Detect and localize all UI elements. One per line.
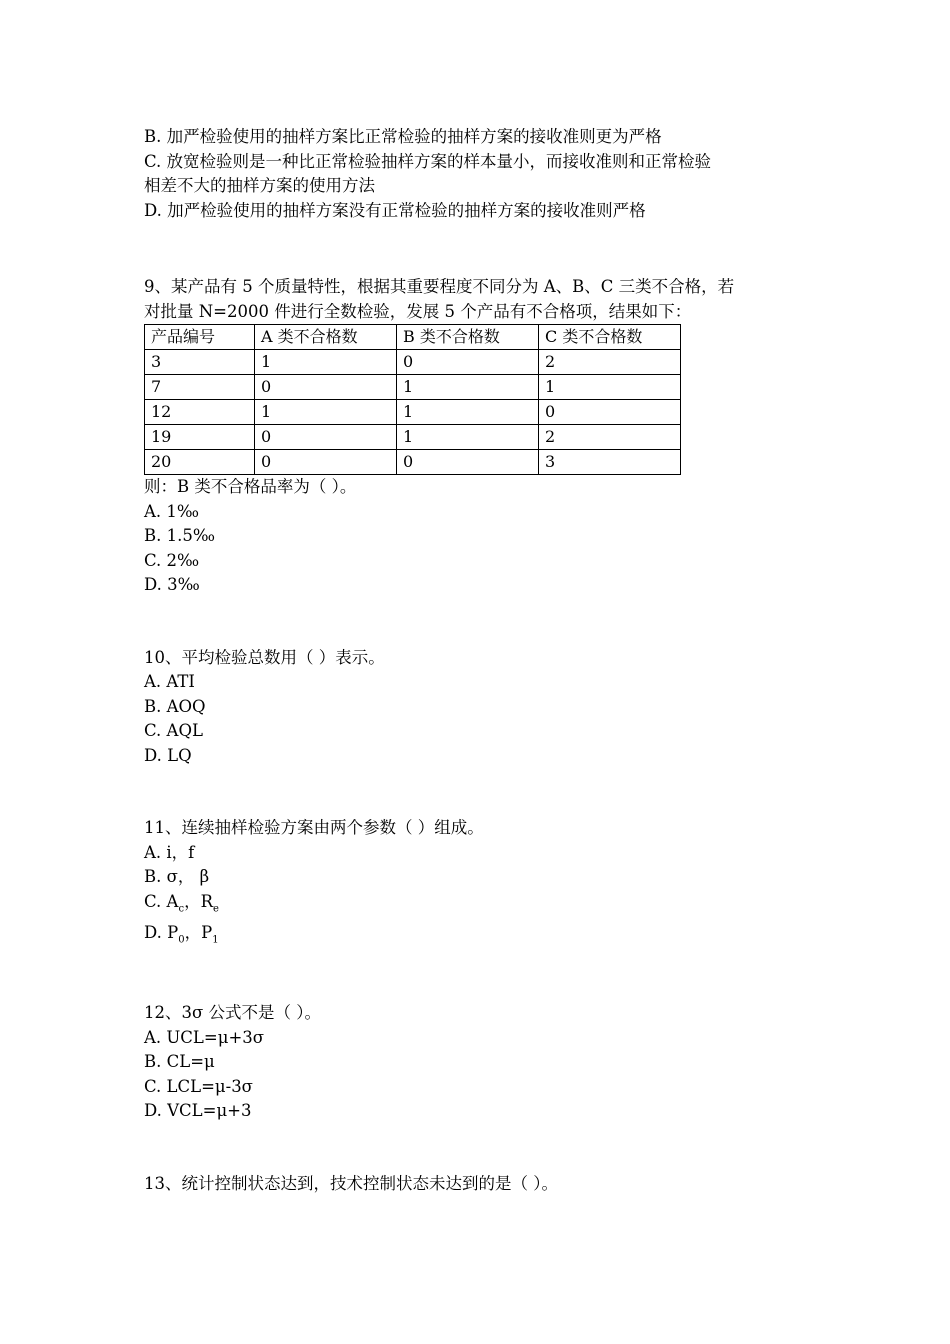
q9-stem-line1: 9、某产品有 5 个质量特性，根据其重要程度不同分为 A、B、C 三类不合格，若 [144,277,735,296]
table-cell: 3 [539,450,681,475]
q9-table [144,324,681,475]
q12 [144,1001,808,1124]
q8-option-c-line1: C. 放宽检验则是一种比正常检验抽样方案的样本量小，而接收准则和正常检验 [144,151,712,171]
q11-stem: 11、连续抽样检验方案由两个参数（ ）组成。 [144,818,484,837]
subscript: e [213,902,219,914]
q11 [144,816,808,953]
q11-option-d-mid: ，P [184,923,213,943]
table-row [145,350,681,375]
spacer [144,953,808,1001]
q12-option-c: C. LCL=μ-3σ [144,1076,253,1096]
q9-option-b: B. 1.5‰ [144,526,215,545]
q10-option-c: C. AQL [144,721,203,740]
subscript: c [178,902,185,914]
q8-option-c-line2: 相差不大的抽样方案的使用方法 [144,176,375,195]
spacer [144,1124,808,1172]
table-row [145,425,681,450]
spacer [144,598,808,646]
table-cell: 1 [255,350,397,375]
document-page [144,125,808,1196]
q8-option-b: B. 加严检验使用的抽样方案比正常检验的抽样方案的接收准则更为严格 [144,127,662,146]
q11-option-c-prefix: C. A [144,891,179,911]
table-cell: 2 [539,350,681,375]
q10-option-d: D. LQ [144,745,192,765]
table-cell: 0 [255,425,397,450]
q12-stem: 12、3σ 公式不是（ ）。 [144,1003,321,1023]
table-header-row [145,325,681,350]
table-cell: 12 [145,400,255,425]
q12-option-b: B. CL=μ [144,1052,215,1072]
table-cell: 1 [397,375,539,400]
q9-stem-line2: 对批量 N=2000 件进行全数检验，发展 5 个产品有不合格项，结果如下： [144,301,692,321]
q11-option-a: A. i，f [144,842,195,862]
table-cell: 1 [255,400,397,425]
q9-option-a: A. 1‰ [144,501,200,521]
subscript: 1 [212,934,219,946]
table-cell: 0 [255,375,397,400]
table-header-cell: C 类不合格数 [539,325,681,350]
table-header-cell: A 类不合格数 [255,325,397,350]
table-cell: 1 [539,375,681,400]
spacer [144,768,808,816]
table-cell: 3 [145,350,255,375]
q11-option-c-mid: ，R [184,891,213,911]
table-row [145,450,681,475]
q11-option-c [144,890,808,922]
table-header-cell: B 类不合格数 [397,325,539,350]
table-cell: 2 [539,425,681,450]
table-cell: 0 [397,450,539,475]
q9-option-d: D. 3‰ [144,575,200,594]
table-cell: 7 [145,375,255,400]
table-cell: 1 [397,400,539,425]
q13-stem: 13、统计控制状态达到，技术控制状态未达到的是（ ）。 [144,1173,558,1193]
q10-stem: 10、平均检验总数用（ ）表示。 [144,647,385,667]
table-row [145,375,681,400]
q11-option-d [144,921,808,953]
table-cell: 1 [397,425,539,450]
q10 [144,646,808,769]
table-cell: 0 [255,450,397,475]
q8-options [144,125,808,223]
table-cell: 0 [539,400,681,425]
q12-option-a: A. UCL=μ+3σ [144,1027,265,1047]
table-row [145,400,681,425]
q12-option-d: D. VCL=μ+3 [144,1101,252,1121]
q8-option-d: D. 加严检验使用的抽样方案没有正常检验的抽样方案的接收准则严格 [144,200,646,220]
spacer [144,223,808,275]
table-cell: 19 [145,425,255,450]
q9-option-c: C. 2‰ [144,550,200,570]
table-cell: 20 [145,450,255,475]
q10-option-a: A. ATI [144,672,195,691]
table-cell: 0 [397,350,539,375]
q11-option-d-prefix: D. P [144,923,179,943]
q11-option-b: B. σ， β [144,867,210,886]
table-header-cell: 产品编号 [145,325,255,350]
q13 [144,1172,808,1197]
q9-question: 则：B 类不合格品率为（ ）。 [144,477,357,496]
q10-option-b: B. AOQ [144,696,206,716]
q9 [144,275,808,598]
subscript: 0 [178,934,185,946]
